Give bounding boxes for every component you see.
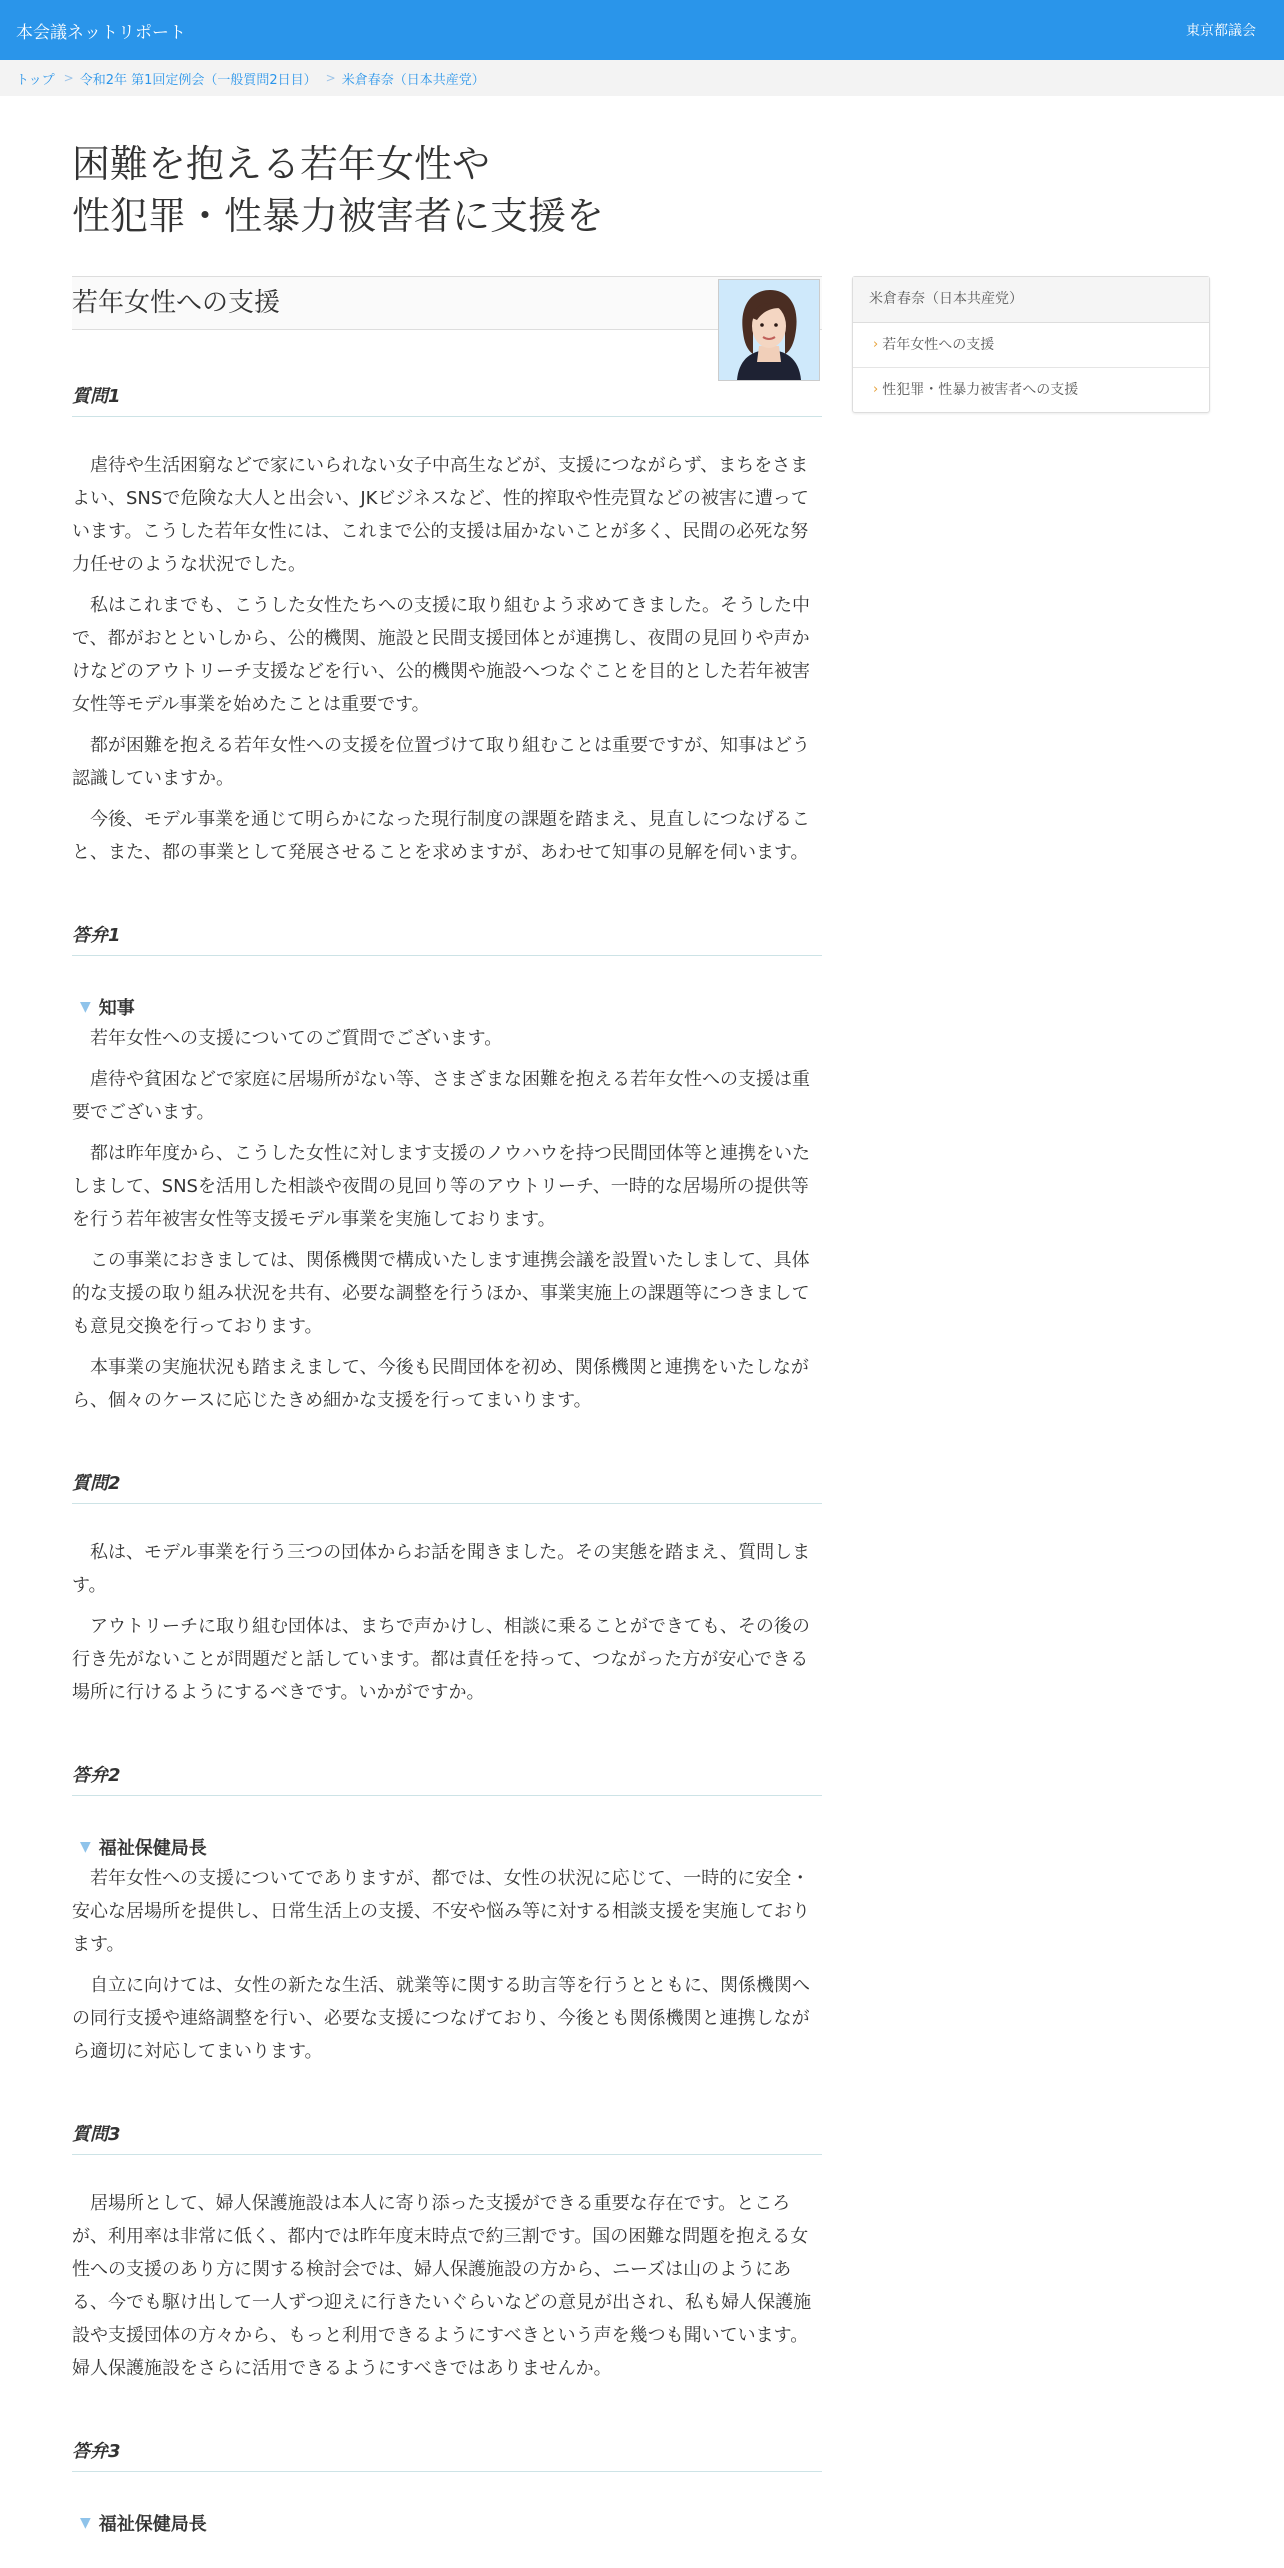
- paragraph: 虐待や生活困窮などで家にいられない女子中高生などが、支援につながらず、まちをさまよい、SNSで危険な大人と出会い、JKビジネスなど、性的搾取や性売買などの被害に遭っています。こうした若年女性には、これまで公的支援は届かないことが多く、民間の必死な努力任せのような状況でした。: [72, 455, 809, 575]
- sidebar-nav-box: [852, 276, 1210, 413]
- sidebar-item-label: 若年女性への支援: [882, 337, 995, 353]
- paragraph: 本事業の実施状況も踏まえまして、今後も民間団体を初め、関係機関と連携をいたしながら、個々のケースに応じたきめ細かな支援を行ってまいります。: [72, 1357, 809, 1411]
- sidebar-title: 米倉春奈（日本共産党）: [853, 277, 1209, 323]
- answer-block: [72, 2437, 822, 2536]
- answer-heading: 答弁2: [72, 1761, 822, 1796]
- answer-block: [72, 921, 822, 1417]
- qa-list: [72, 382, 822, 2536]
- page-title-line-1: 困難を抱える若年女性や: [72, 142, 491, 186]
- question-heading: 質問3: [72, 2120, 822, 2155]
- speaker-label: [72, 2510, 822, 2536]
- page-container: [0, 138, 1284, 2536]
- paragraph: 居場所として、婦人保護施設は本人に寄り添った支援ができる重要な存在です。ところが、利用率は非常に低く、都内では昨年度末時点で約三割です。国の困難な問題を抱える女性への支援のあり方に関する検討会では、婦人保護施設の方から、ニーズは山のようにある、今でも駆け出して一人ずつ迎えに行きたいぐらいなどの意見が出され、私も婦人保護施設や支援団体の方々から、もっと利用できるようにすべきという声を幾つも聞いています。婦人保護施設をさらに活用できるようにすべきではありませんか。: [72, 2193, 812, 2379]
- chevron-right-icon: ›: [873, 337, 879, 352]
- breadcrumb-top-link[interactable]: トップ: [16, 72, 55, 88]
- breadcrumb-member-link[interactable]: 米倉春奈（日本共産党）: [341, 72, 485, 88]
- paragraph: 都は昨年度から、こうした女性に対します支援のノウハウを持つ民間団体等と連携をいたしまして、SNSを活用した相談や夜間の見回り等のアウトリーチ、一時的な居場所の提供等を行う若年被害女性等支援モデル事業を実施しております。: [72, 1143, 810, 1230]
- speaker-label: [72, 1834, 822, 1860]
- triangle-down-icon: ▼: [80, 1839, 91, 1855]
- chevron-right-icon: >: [63, 71, 74, 85]
- breadcrumb-session-link[interactable]: 令和2年 第1回定例会（一般質問2日目）: [79, 72, 317, 88]
- question-block: [72, 382, 822, 869]
- section-heading-box: [72, 276, 822, 330]
- section-heading: 若年女性への支援: [72, 288, 281, 318]
- sidebar-item-victim-support[interactable]: [853, 368, 1209, 412]
- paragraph: 私はこれまでも、こうした女性たちへの支援に取り組むよう求めてきました。そうした中で、都がおとといしから、公的機関、施設と民間支援団体とが連携し、夜間の見回りや声かけなどのアウトリーチ支援などを行い、公的機関や施設へつなぐことを目的とした若年被害女性等モデル事業を始めたことは重要です。: [72, 595, 810, 715]
- question-block: [72, 1469, 822, 1709]
- content-layout: [72, 276, 1284, 2536]
- region-link[interactable]: 東京都議会: [1186, 23, 1256, 39]
- chevron-right-icon: >: [325, 71, 336, 85]
- answer-block: [72, 1761, 822, 2068]
- page-title: [72, 138, 1284, 242]
- speaker-name: 福祉保健局長: [98, 1838, 207, 1859]
- paragraph: 私は、モデル事業を行う三つの団体からお話を聞きました。その実態を踏まえ、質問します。: [72, 1542, 811, 1596]
- question-heading: 質問1: [72, 382, 822, 417]
- top-bar: [0, 0, 1284, 60]
- triangle-down-icon: ▼: [80, 2515, 91, 2531]
- speaker-name: 知事: [98, 998, 135, 1019]
- speaker-name: 福祉保健局長: [98, 2514, 207, 2535]
- question-block: [72, 2120, 822, 2385]
- paragraph: 自立に向けては、女性の新たな生活、就業等に関する助言等を行うとともに、関係機関への同行支援や連絡調整を行い、必要な支援につなげており、今後とも関係機関と連携しながら適切に対応してまいります。: [72, 1975, 810, 2062]
- paragraph: 今後、モデル事業を通じて明らかになった現行制度の課題を踏まえ、見直しにつなげること、また、都の事業として発展させることを求めますが、あわせて知事の見解を伺います。: [72, 809, 810, 863]
- answer-heading: 答弁3: [72, 2437, 822, 2472]
- paragraph: 都が困難を抱える若年女性への支援を位置づけて取り組むことは重要ですが、知事はどう認識していますか。: [72, 735, 810, 789]
- paragraph: 虐待や貧困などで家庭に居場所がない等、さまざまな困難を抱える若年女性への支援は重要でございます。: [72, 1069, 810, 1123]
- page-title-line-2: 性犯罪・性暴力被害者に支援を: [72, 194, 605, 238]
- sidebar: [852, 276, 1210, 2536]
- chevron-right-icon: ›: [873, 382, 879, 397]
- sidebar-item-label: 性犯罪・性暴力被害者への支援: [882, 382, 1079, 398]
- breadcrumb: [0, 60, 1284, 96]
- answer-heading: 答弁1: [72, 921, 822, 956]
- paragraph: 若年女性への支援についてのご質問でございます。: [90, 1028, 503, 1049]
- paragraph: この事業におきましては、関係機関で構成いたします連携会議を設置いたしまして、具体的な支援の取り組み状況を共有、必要な調整を行うほか、事業実施上の課題等につきましても意見交換を行っております。: [72, 1250, 810, 1337]
- speaker-label: [72, 994, 822, 1020]
- question-heading: 質問2: [72, 1469, 822, 1504]
- paragraph: アウトリーチに取り組む団体は、まちで声かけし、相談に乗ることができても、その後の行き先がないことが問題だと話しています。都は責任を持って、つながった方が安心できる場所に行けるようにするべきです。いかがですか。: [72, 1616, 810, 1703]
- main-content: [72, 276, 822, 2536]
- site-brand-link[interactable]: 本会議ネットリポート: [16, 22, 186, 43]
- sidebar-item-youth-support[interactable]: [853, 323, 1209, 368]
- member-photo: [718, 279, 820, 381]
- triangle-down-icon: ▼: [80, 999, 91, 1015]
- paragraph: 若年女性への支援についてでありますが、都では、女性の状況に応じて、一時的に安全・安心な居場所を提供し、日常生活上の支援、不安や悩み等に対する相談支援を実施しております。: [72, 1868, 810, 1955]
